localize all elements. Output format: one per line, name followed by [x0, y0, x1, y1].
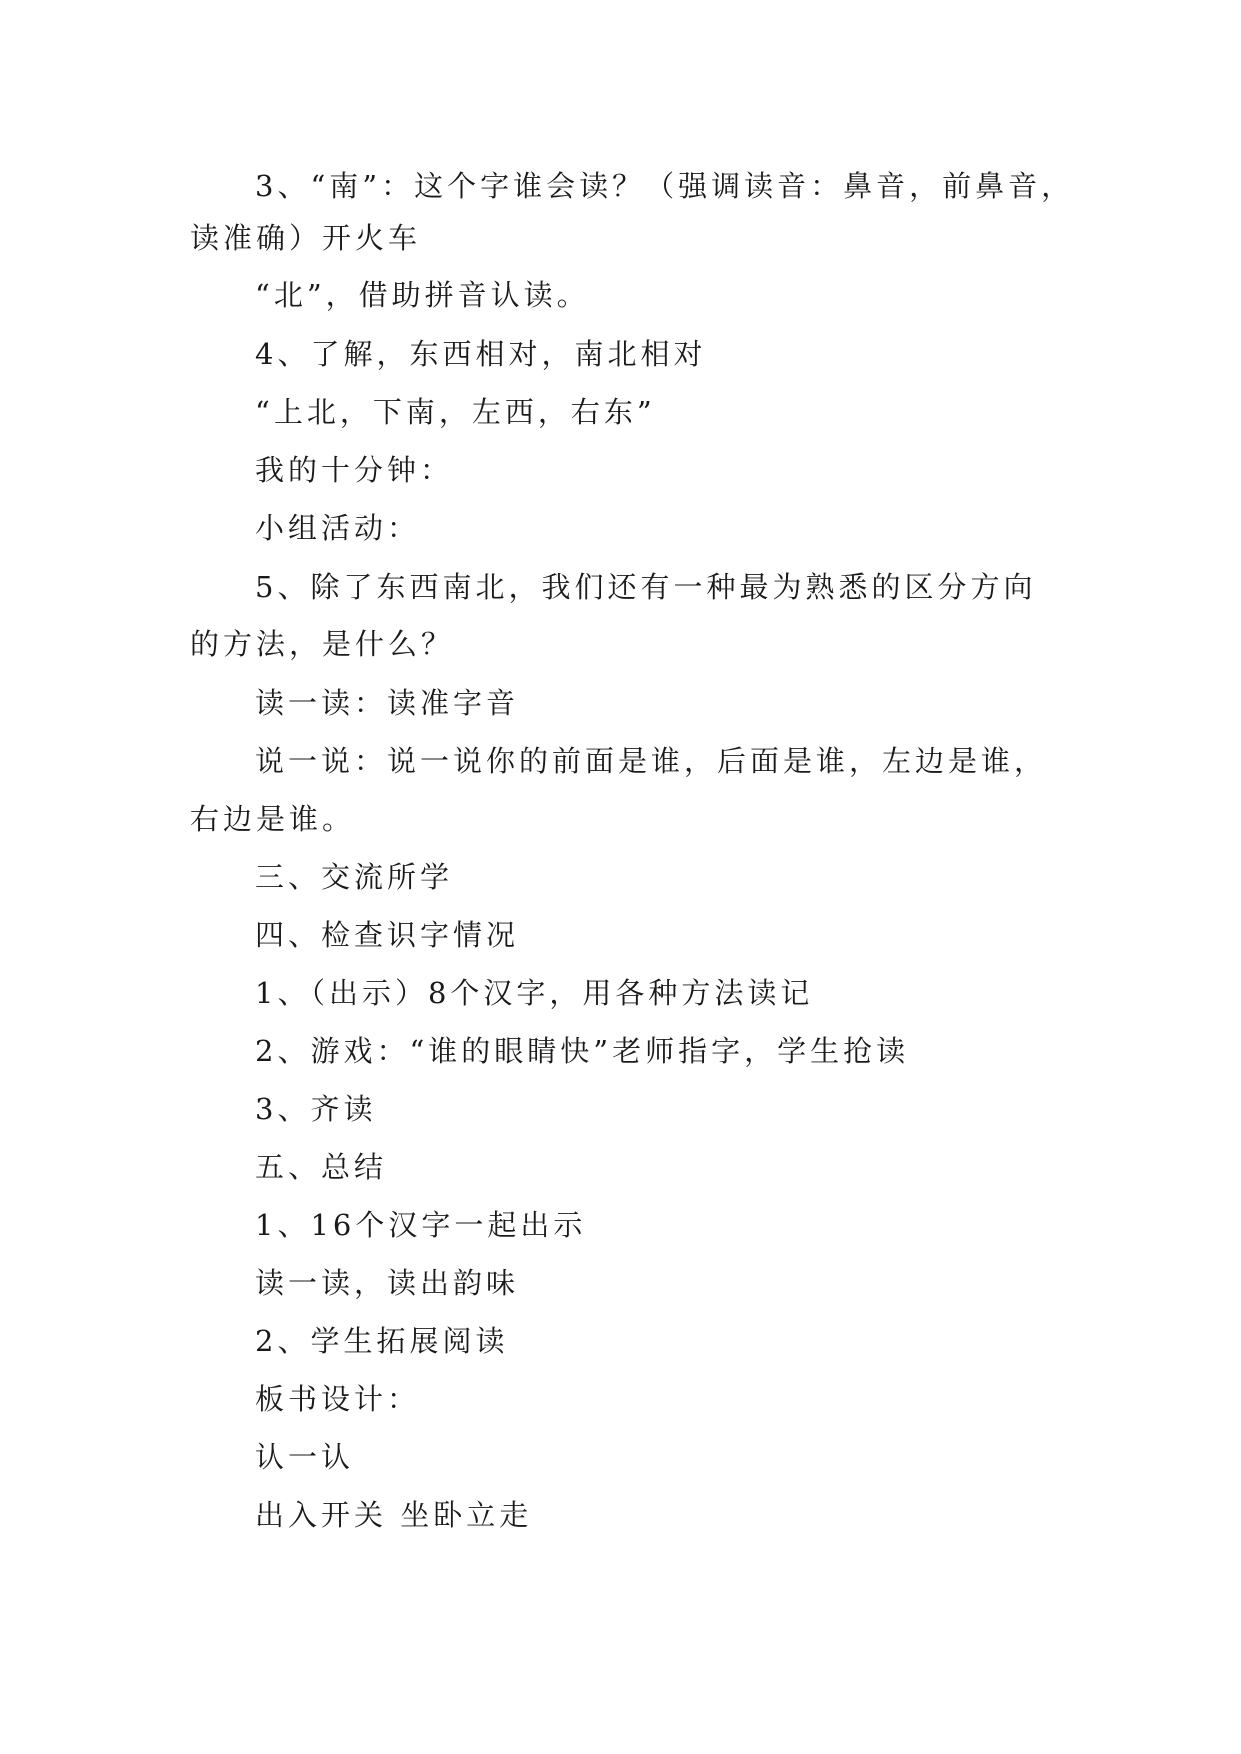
paragraph-line: 五、总结 [255, 1150, 388, 1184]
paragraph-line: 小组活动： [255, 511, 421, 545]
paragraph-line: 2、游戏：“谁的眼睛快”老师指字，学生抢读 [255, 1034, 910, 1068]
paragraph-line: 5、除了东西南北，我们还有一种最为熟悉的区分方向 [255, 570, 1037, 604]
paragraph-line: “北”，借助拼音认读。 [255, 278, 590, 312]
paragraph-line: 读一读，读出韵味 [255, 1266, 520, 1300]
paragraph-line: 3、“南”：这个字谁会读？（强调读音：鼻音，前鼻音， [255, 169, 1075, 203]
paragraph-line: 1、（出示）8个汉字，用各种方法读记 [255, 976, 814, 1010]
paragraph-line: 读准确）开火车 [190, 221, 422, 255]
paragraph-line: 4、了解，东西相对，南北相对 [255, 337, 707, 371]
paragraph-line: 3、齐读 [255, 1092, 377, 1126]
paragraph-line: 右边是谁。 [190, 802, 356, 836]
paragraph-line: 读一读：读准字音 [255, 686, 520, 720]
paragraph-line: 四、检查识字情况 [255, 918, 520, 952]
paragraph-line: 认一认 [255, 1440, 355, 1474]
paragraph-line: “上北，下南，左西，右东” [255, 395, 656, 429]
paragraph-line: 板书设计： [255, 1382, 421, 1416]
paragraph-line: 2、学生拓展阅读 [255, 1324, 509, 1358]
paragraph-line: 1、16个汉字一起出示 [255, 1208, 587, 1242]
paragraph-line: 我的十分钟： [255, 453, 454, 487]
paragraph-line: 的方法，是什么？ [190, 627, 455, 661]
paragraph-line: 出入开关 坐卧立走 [255, 1498, 533, 1532]
paragraph-line: 三、交流所学 [255, 860, 454, 894]
paragraph-line: 说一说：说一说你的前面是谁，后面是谁，左边是谁， [255, 744, 1048, 778]
